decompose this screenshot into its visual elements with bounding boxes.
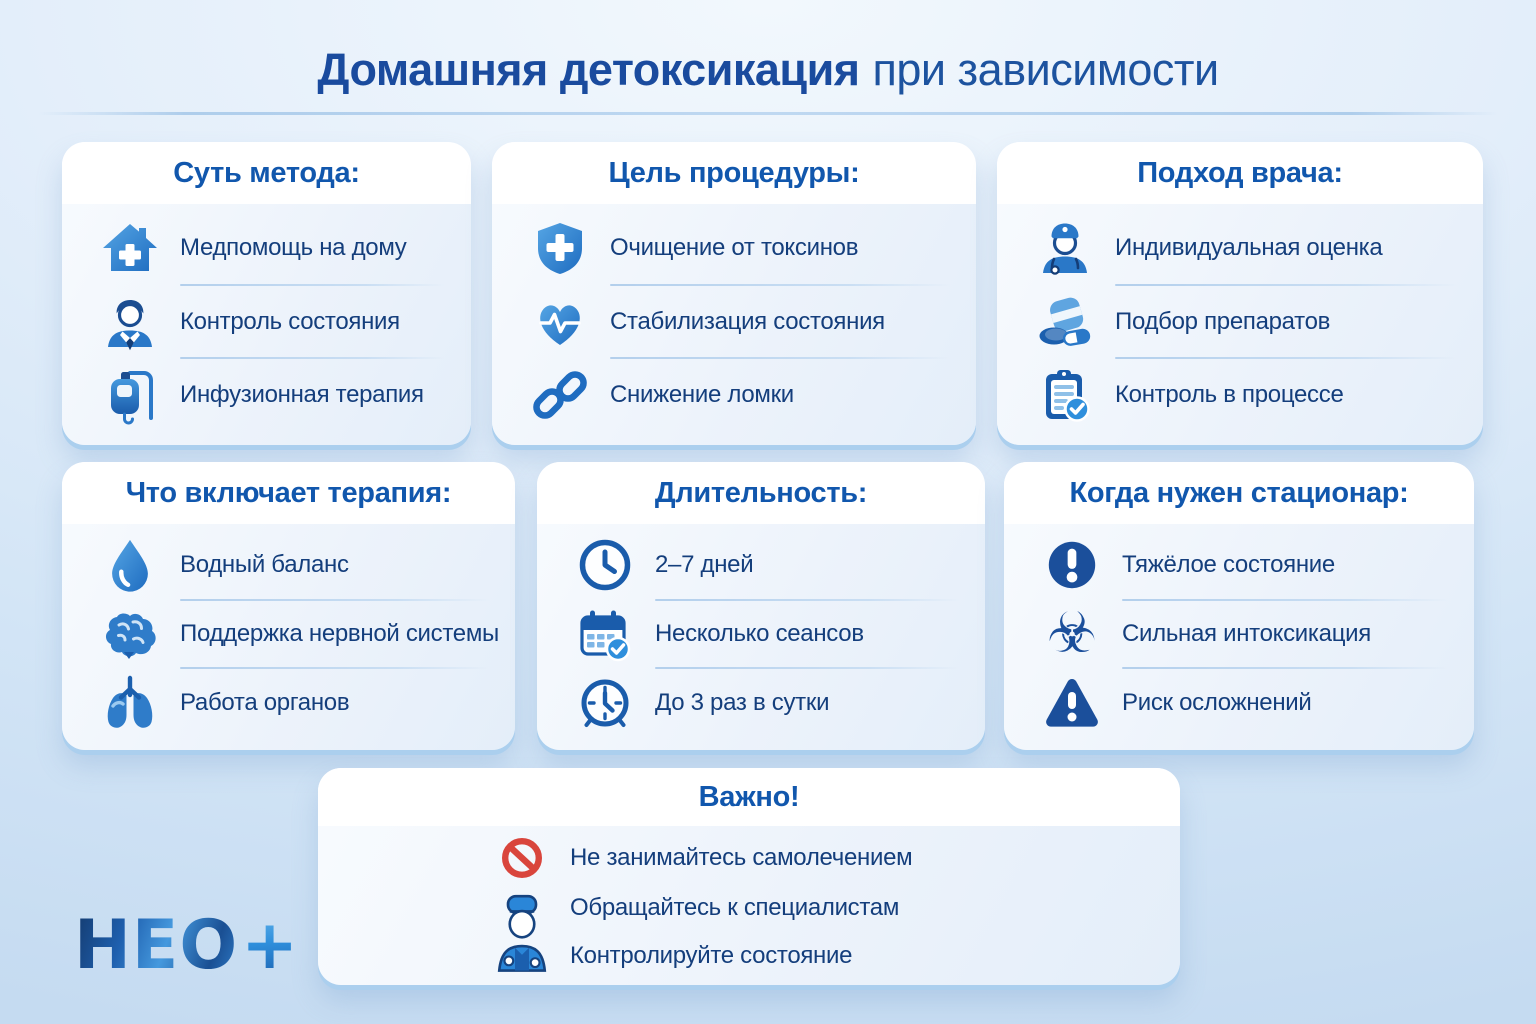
item-label: Тяжёлое состояние <box>1122 551 1335 579</box>
alarm-clock-icon <box>573 671 637 735</box>
list-item <box>1040 669 1458 736</box>
list-item <box>1033 359 1467 431</box>
list-item-group <box>494 884 1160 980</box>
lungs-icon <box>98 671 162 735</box>
list-item <box>528 286 960 358</box>
card-hospital-header <box>1004 462 1474 524</box>
heart-pulse-icon <box>528 290 592 354</box>
card-important-title: Важно! <box>698 780 800 813</box>
item-label: Индивидуальная оценка <box>1115 233 1383 261</box>
house-cross-icon <box>98 216 162 280</box>
item-label: Контроль в процессе <box>1115 381 1344 409</box>
brand-logo-plus-icon: + <box>241 906 300 985</box>
list-item <box>98 601 499 668</box>
clock-icon <box>573 533 637 597</box>
list-item <box>573 601 969 668</box>
list-item <box>98 212 455 284</box>
list-item <box>528 359 960 431</box>
list-item <box>494 832 1160 884</box>
list-item <box>573 669 969 736</box>
doctor-cap-icon <box>1033 216 1097 280</box>
card-approach-header <box>997 142 1483 204</box>
list-item <box>1033 286 1467 358</box>
chain-icon <box>528 363 592 427</box>
item-label: Очищение от токсинов <box>610 233 859 261</box>
brand-logo <box>74 906 300 985</box>
list-item <box>528 212 960 284</box>
card-duration <box>537 462 985 750</box>
no-entry-icon <box>494 834 550 882</box>
page-title <box>0 44 1536 96</box>
list-item <box>98 532 499 599</box>
item-label: Риск осложнений <box>1122 688 1312 716</box>
card-therapy <box>62 462 515 750</box>
card-method <box>62 142 471 445</box>
item-label: Медпомощь на дому <box>180 233 407 261</box>
clipboard-check-icon <box>1033 363 1097 427</box>
list-item <box>98 669 499 736</box>
page-title-regular: при зависимости <box>872 44 1219 95</box>
shield-cross-icon <box>528 216 592 280</box>
warning-triangle-icon <box>1040 671 1104 735</box>
card-goal-header <box>492 142 976 204</box>
list-item <box>98 286 455 358</box>
item-label: Обращайтесь к специалистам <box>570 894 900 921</box>
iv-bag-icon <box>98 363 162 427</box>
doctor-icon <box>98 290 162 354</box>
list-item <box>1040 601 1458 668</box>
card-method-header <box>62 142 471 204</box>
card-goal <box>492 142 976 445</box>
list-item <box>573 532 969 599</box>
item-label: Водный баланс <box>180 551 349 579</box>
item-label: Снижение ломки <box>610 381 794 409</box>
item-label: Стабилизация состояния <box>610 307 885 335</box>
card-approach-title: Подход врача: <box>1137 156 1343 189</box>
surgeon-icon <box>494 890 550 974</box>
card-duration-title: Длительность: <box>654 476 868 509</box>
biohazard-icon <box>1040 602 1104 666</box>
card-hospital <box>1004 462 1474 750</box>
item-label: Не занимайтесь самолечением <box>570 844 913 871</box>
item-label: Контроль состояния <box>180 307 400 335</box>
item-label: Контролируйте состояние <box>570 942 853 969</box>
biohazard-glyph: ☣ <box>1046 601 1098 666</box>
item-label: Работа органов <box>180 688 350 716</box>
pills-icon <box>1033 290 1097 354</box>
item-label: Несколько сеансов <box>655 620 864 647</box>
card-method-title: Суть метода: <box>173 156 360 189</box>
calendar-check-icon <box>573 602 637 666</box>
card-approach <box>997 142 1483 445</box>
card-therapy-title: Что включает терапия: <box>125 476 452 509</box>
card-duration-header <box>537 462 985 524</box>
title-divider <box>38 112 1498 115</box>
list-item <box>1033 212 1467 284</box>
item-label: Подбор препаратов <box>1115 307 1331 335</box>
item-label: Поддержка нервной системы <box>180 620 499 647</box>
page-title-bold: Домашняя детоксикация <box>317 44 860 95</box>
water-drop-icon <box>98 533 162 597</box>
card-therapy-header <box>62 462 515 524</box>
card-important-header <box>318 768 1180 826</box>
item-label: До 3 раз в сутки <box>655 688 830 716</box>
item-label: Сильная интоксикация <box>1122 620 1371 647</box>
item-label: Инфузионная терапия <box>180 381 424 409</box>
brand-logo-text: НЕО <box>74 906 239 985</box>
item-label: 2–7 дней <box>655 551 754 579</box>
list-item <box>98 359 455 431</box>
brain-icon <box>98 602 162 666</box>
exclamation-circle-icon <box>1040 533 1104 597</box>
card-important <box>318 768 1180 985</box>
card-goal-title: Цель процедуры: <box>608 156 860 189</box>
list-item <box>1040 532 1458 599</box>
card-hospital-title: Когда нужен стационар: <box>1069 476 1409 509</box>
